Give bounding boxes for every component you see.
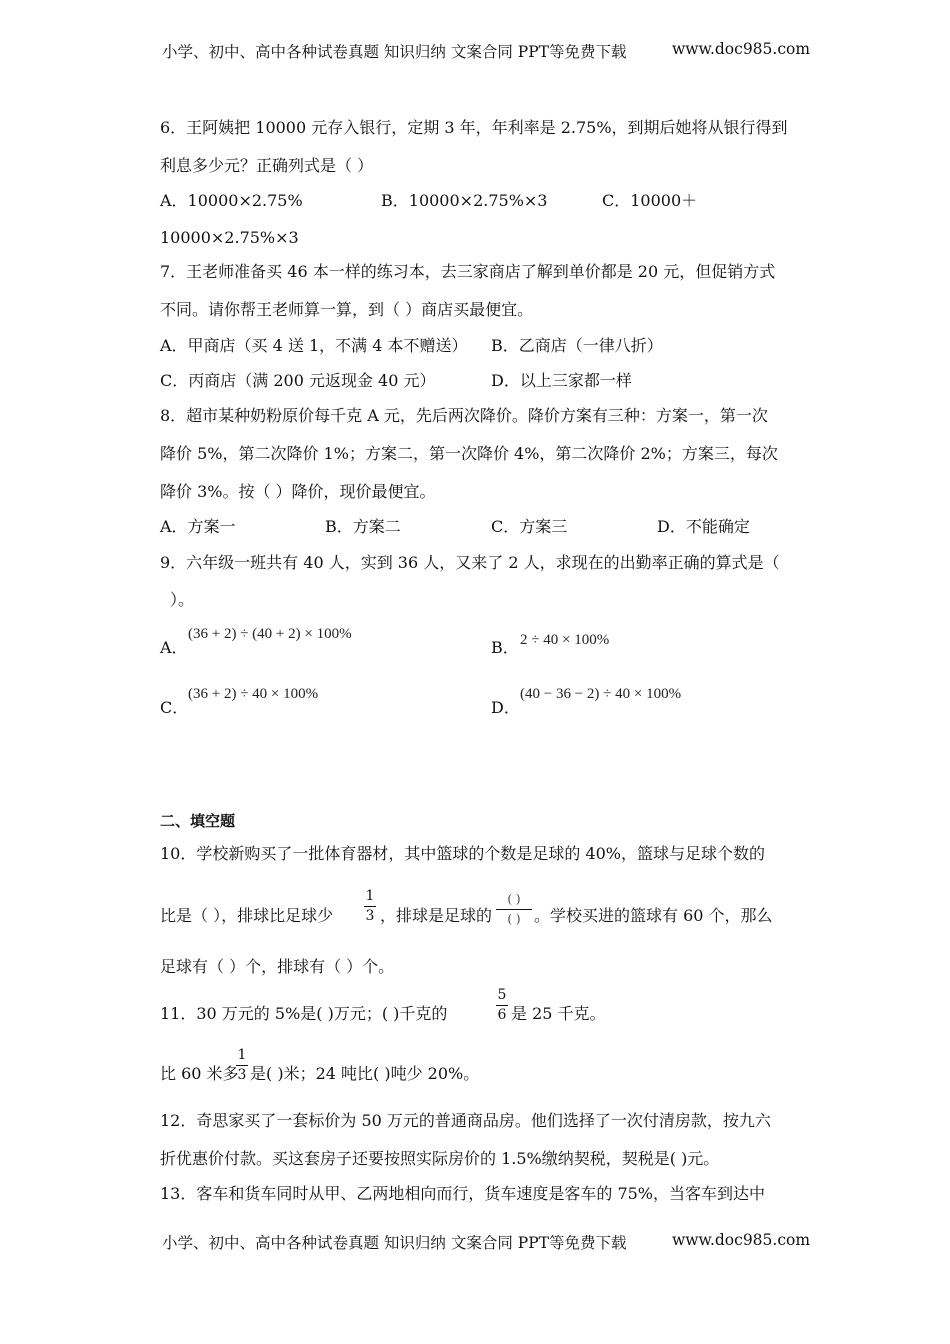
fraction-denominator: 3: [365, 908, 375, 924]
section-title: 二、填空题: [160, 812, 236, 830]
fraction-denominator: ( ): [507, 912, 521, 926]
q7-line-1: 7．王老师准备买 46 本一样的练习本，去三家商店了解到单价都是 20 元，但促销方式: [160, 262, 776, 281]
q9-option-c-expr: (36 + 2) ÷ 40 × 100%: [188, 686, 319, 702]
q7-option-d: D．以上三家都一样: [491, 371, 632, 390]
footer-text: 小学、初中、高中各种试卷真题 知识归纳 文案合同 PPT等免费下载: [162, 1234, 627, 1252]
q6-option-a: A．10000×2.75%: [160, 191, 303, 210]
header-text: 小学、初中、高中各种试卷真题 知识归纳 文案合同 PPT等免费下载: [162, 43, 627, 61]
q10-fraction-blank: [496, 892, 532, 927]
fraction-bar: [496, 909, 532, 910]
q8-line-1: 8．超市某种奶粉原价每千克 A 元，先后两次降价。降价方案有三种：方案一，第一次: [160, 406, 768, 425]
fraction-numerator: 5: [497, 987, 507, 1003]
q10-line-1: 10．学校新购买了一批体育器材，其中篮球的个数是足球的 40%，篮球与足球个数的: [160, 844, 766, 863]
q12-line-2: 折优惠价付款。买这套房子还要按照实际房价的 1.5%缴纳契税，契税是( )元。: [160, 1149, 720, 1168]
q9-option-a-label: A．: [160, 638, 188, 657]
fraction-bar: [496, 1005, 508, 1006]
q6-option-c-cont: 10000×2.75%×3: [160, 228, 299, 247]
q9-option-b-expr: 2 ÷ 40 × 100%: [520, 632, 610, 648]
header-link[interactable]: www.doc985.com: [672, 40, 811, 58]
q8-option-c: C．方案三: [491, 517, 568, 536]
q9-line-1: 9．六年级一班共有 40 人，实到 36 人，又来了 2 人，求现在的出勤率正确的算式是（: [160, 553, 780, 572]
fraction-numerator: ( ): [507, 892, 521, 906]
q13-line-1: 13．客车和货车同时从甲、乙两地相向而行，货车速度是客车的 75%，当客车到达中: [160, 1184, 766, 1203]
q10-fraction-one-third: [364, 889, 376, 924]
fraction-numerator: 1: [237, 1047, 247, 1063]
q9-line-2: ）。: [170, 590, 195, 609]
q11-fraction-five-sixths: [496, 988, 508, 1023]
q6-option-c: C．10000＋: [602, 191, 698, 210]
fraction-denominator: 6: [497, 1007, 507, 1023]
q9-option-d-expr: (40 − 36 − 2) ÷ 40 × 100%: [520, 686, 682, 702]
q7-line-2: 不同。请你帮王老师算一算，到（ ）商店买最便宜。: [160, 300, 534, 319]
q8-option-b: B．方案二: [325, 517, 401, 536]
q6-line-2: 利息多少元？正确列式是（ ）: [160, 156, 374, 175]
q6-option-b: B．10000×2.75%×3: [381, 191, 548, 210]
q10-line-3: 足球有（ ）个，排球有（ ）个。: [160, 957, 395, 976]
q8-line-2: 降价 5%，第二次降价 1%；方案二，第一次降价 4%，第二次降价 2%；方案三，每次: [160, 444, 778, 463]
q7-option-b: B．乙商店（一律八折）: [491, 336, 663, 355]
q8-option-d: D．不能确定: [657, 517, 750, 536]
fraction-bar: [364, 906, 376, 907]
q11-line-2a: 比 60 米多: [160, 1064, 239, 1083]
footer-link[interactable]: www.doc985.com: [672, 1231, 811, 1249]
fraction-numerator: 1: [365, 888, 375, 904]
q12-line-1: 12．奇思家买了一套标价为 50 万元的普通商品房。他们选择了一次付清房款，按九六: [160, 1111, 771, 1130]
q9-option-c-label: C．: [160, 698, 189, 717]
q11-line-2b: 是( )米；24 吨比( )吨少 20%。: [250, 1064, 480, 1083]
q9-option-b-label: B．: [491, 638, 519, 657]
q7-option-c: C．丙商店（满 200 元返现金 40 元）: [160, 371, 436, 390]
fraction-denominator: 3: [237, 1067, 247, 1083]
q10-line-2a: 比是（ ），排球比足球少: [160, 906, 334, 925]
q9-option-a-expr: (36 + 2) ÷ (40 + 2) × 100%: [188, 626, 352, 642]
q11-line-1b: 是 25 千克。: [511, 1004, 606, 1023]
q7-option-a: A．甲商店（买 4 送 1，不满 4 本不赠送）: [160, 336, 468, 355]
q11-line-1a: 11．30 万元的 5%是( )万元；( )千克的: [160, 1004, 448, 1023]
q6-line-1: 6．王阿姨把 10000 元存入银行，定期 3 年，年利率是 2.75%，到期后她将从银行得到: [160, 118, 788, 137]
q8-option-a: A．方案一: [160, 517, 236, 536]
q11-fraction-one-third: [236, 1048, 248, 1083]
q10-line-2b: ，排球是足球的: [380, 906, 493, 925]
q8-line-3: 降价 3%。按（ ）降价，现价最便宜。: [160, 482, 436, 501]
q9-option-d-label: D．: [491, 698, 520, 717]
fraction-bar: [236, 1065, 248, 1066]
q10-line-2c: 。学校买进的篮球有 60 个，那么: [534, 906, 773, 925]
